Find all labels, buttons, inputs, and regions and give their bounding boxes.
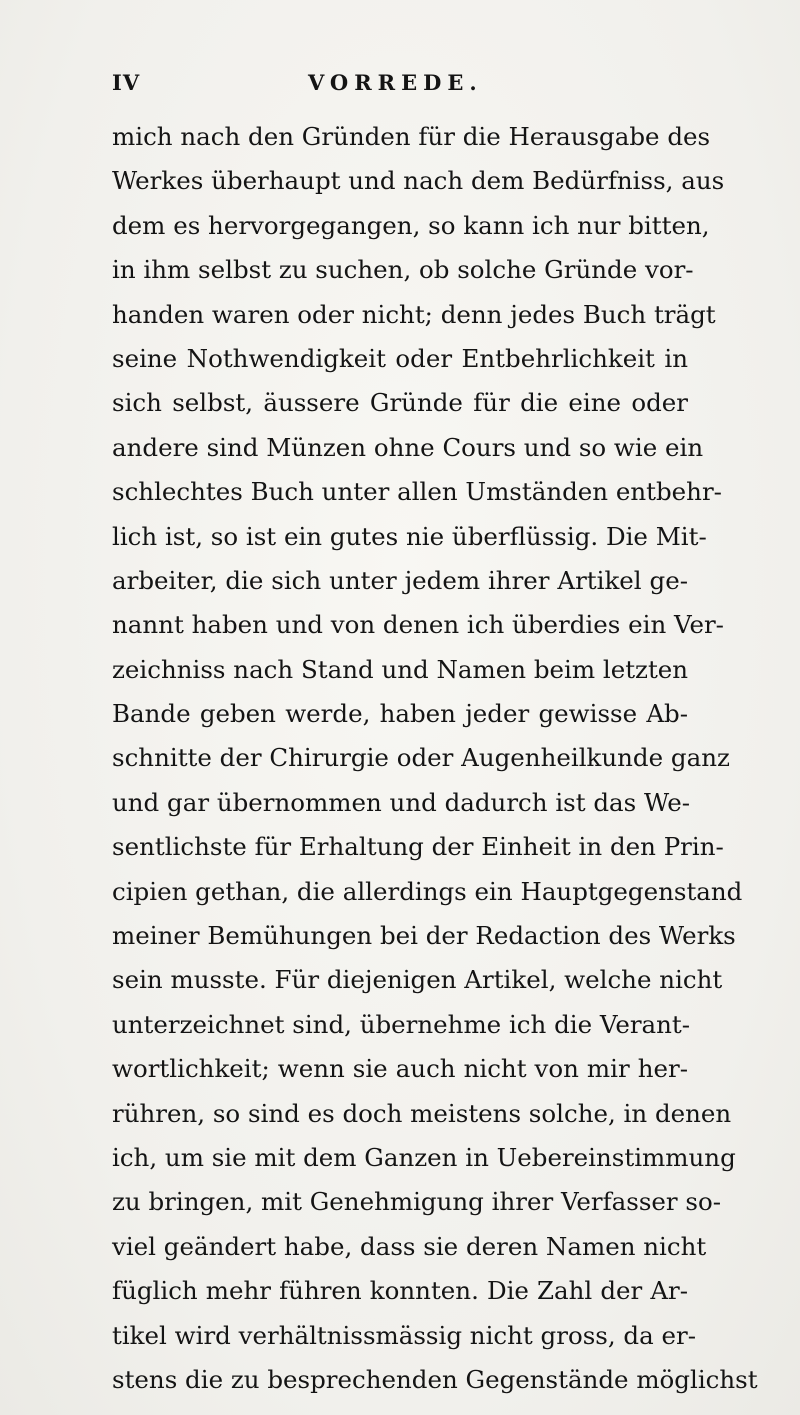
text-line: zu bringen, mit Genehmigung ihrer Verfasser so-	[112, 1187, 722, 1217]
text-line: füglich mehr führen konnten. Die Zahl der Ar-	[112, 1276, 688, 1306]
text-line: in ihm selbst zu suchen, ob solche Gründe vor-	[112, 255, 694, 285]
text-line: mich nach den Gründen für die Herausgabe des	[112, 122, 711, 151]
text-line: unterzeichnet sind, übernehme ich die Verant-	[112, 1009, 691, 1039]
text-line: ich, um sie mit dem Ganzen in Uebereinstimmung	[112, 1142, 736, 1172]
text-line: schnitte der Chirurgie oder Augenheilkunde ganz	[112, 743, 730, 773]
text-line: dem es hervorgegangen, so kann ich nur bitten,	[112, 210, 710, 240]
page-header	[112, 70, 672, 100]
text-line: Bande geben werde, haben jeder gewisse Ab-	[112, 699, 688, 729]
text-line: sein musste. Für diejenigen Artikel, welche nicht	[112, 965, 723, 995]
text-line: lich ist, so ist ein gutes nie überflüssig. Die Mit-	[112, 521, 707, 551]
text-line: viel geändert habe, dass sie deren Namen nicht	[112, 1231, 707, 1261]
text-line: Werkes überhaupt und nach dem Bedürfniss, aus	[112, 166, 725, 196]
text-line: andere sind Münzen ohne Cours und so wie ein	[112, 432, 704, 462]
text-line: sentlichste für Erhaltung der Einheit in den Prin-	[112, 832, 724, 862]
text-line: handen waren oder nicht; denn jedes Buch trägt	[112, 299, 716, 329]
text-line: und gar übernommen und dadurch ist das We-	[112, 787, 690, 817]
page-number: IV	[112, 70, 141, 95]
text-line: wortlichkeit; wenn sie auch nicht von mir her-	[112, 1054, 688, 1084]
body-text	[112, 115, 758, 1402]
text-line: zeichniss nach Stand und Namen beim letzten	[112, 654, 689, 684]
text-line: seine Nothwendigkeit oder Entbehrlichkeit in	[112, 343, 688, 373]
text-line: stens die zu besprechenden Gegenstände möglichst	[112, 1364, 758, 1394]
text-line: tikel wird verhältnissmässig nicht gross, da er-	[112, 1320, 696, 1350]
text-line: rühren, so sind es doch meistens solche, in denen	[112, 1098, 732, 1128]
text-line: meiner Bemühungen bei der Redaction des Werks	[112, 921, 736, 951]
text-line: cipien gethan, die allerdings ein Hauptgegenstand	[112, 876, 743, 906]
running-head: VORREDE.	[308, 70, 483, 95]
text-line: nannt haben und von denen ich überdies ein Ver-	[112, 610, 724, 640]
text-line: schlechtes Buch unter allen Umständen entbehr-	[112, 477, 722, 507]
text-line: arbeiter, die sich unter jedem ihrer Artikel ge-	[112, 565, 688, 595]
text-line: sich selbst, äussere Gründe für die eine oder	[112, 388, 688, 418]
